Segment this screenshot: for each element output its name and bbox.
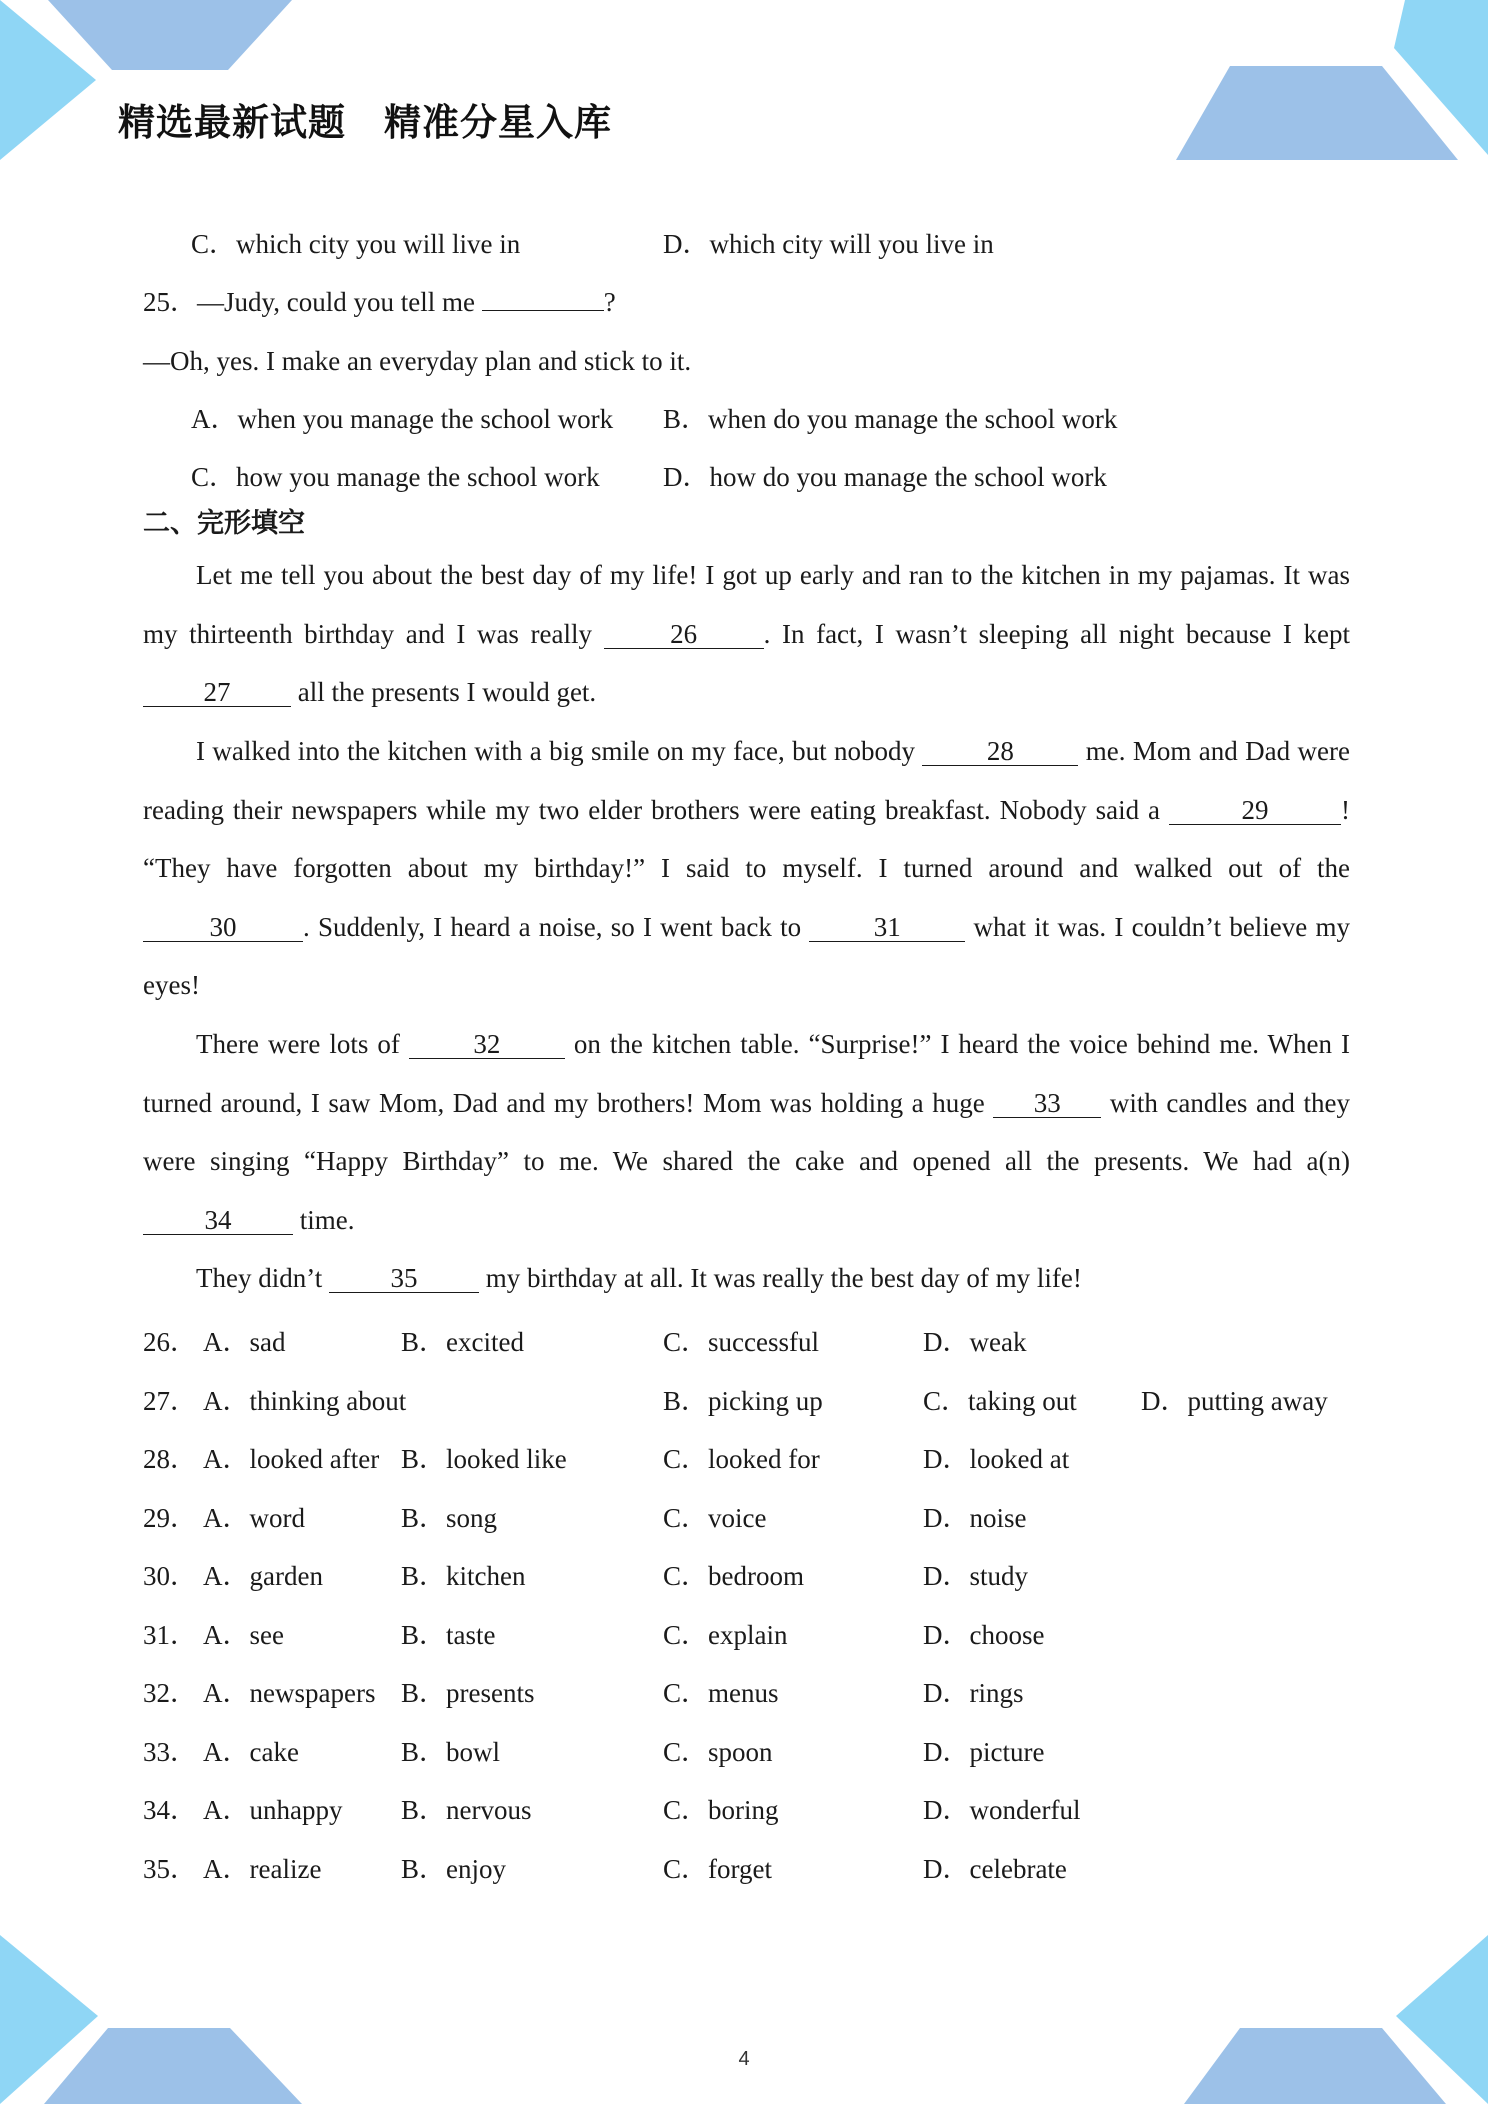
option-b: B．when do you manage the school work <box>663 404 1118 434</box>
question-number: 35． <box>143 1853 197 1884</box>
question-row <box>143 1496 1350 1533</box>
question-row <box>143 1613 1350 1650</box>
option-c: C．spoon <box>663 1736 773 1767</box>
blank-33: 33 <box>993 1089 1101 1118</box>
option-a: A．sad <box>203 1327 286 1357</box>
question-number: 30． <box>143 1561 197 1591</box>
option-d: D．study <box>923 1561 1029 1591</box>
option-c: C．explain <box>663 1619 788 1650</box>
option-c: C．menus <box>663 1678 779 1708</box>
question-row <box>143 1320 1350 1357</box>
passage-text: . Suddenly, I heard a noise, so I went back to <box>303 911 810 942</box>
option-d: D．celebrate <box>923 1853 1067 1884</box>
passage-paragraph-4 <box>143 1249 1350 1308</box>
blank-26: 26 <box>604 620 764 649</box>
question-number: 31． <box>143 1619 197 1650</box>
blank-31: 31 <box>809 913 965 942</box>
question-row <box>143 1554 1350 1591</box>
option-a: A．see <box>203 1619 284 1650</box>
question-number: 29． <box>143 1502 197 1533</box>
option-c: C．voice <box>663 1502 767 1533</box>
top-left-trapezoid <box>48 0 292 70</box>
blank-30: 30 <box>143 913 303 942</box>
passage-text: my birthday at all. It was really the best day of my life! <box>478 1263 1082 1293</box>
option-c: C．looked for <box>663 1444 820 1474</box>
option-a: A．when you manage the school work <box>191 404 614 434</box>
option-b: B．kitchen <box>401 1561 526 1591</box>
passage-paragraph-3 <box>143 1015 1350 1249</box>
passage-paragraph-1 <box>143 546 1350 722</box>
passage-text: I walked into the kitchen with a big smile on my face, but nobody <box>196 736 923 766</box>
option-a: A．newspapers <box>203 1678 376 1708</box>
option-d: D．looked at <box>923 1444 1070 1474</box>
passage-text: There were lots of <box>196 1029 409 1059</box>
option-d: D．rings <box>923 1678 1024 1708</box>
option-a: A．unhappy <box>203 1795 343 1825</box>
question-row <box>143 1730 1350 1767</box>
option-b: B．presents <box>401 1678 535 1708</box>
question-row <box>143 1847 1350 1884</box>
top-right-trapezoid <box>1176 66 1458 160</box>
option-d: D．weak <box>923 1327 1027 1357</box>
option-c: C．boring <box>663 1795 779 1825</box>
option-a: A．thinking about <box>203 1385 407 1416</box>
option-d: D．picture <box>923 1736 1045 1767</box>
option-a: A．realize <box>203 1853 322 1884</box>
question-row <box>143 1788 1350 1825</box>
passage-text: Let me tell you about the best day of my life! I got up early and ran to the kitchen in my pajamas. It was my thirteenth birthday and I was really <box>143 560 1350 649</box>
option-d: D．choose <box>923 1619 1045 1650</box>
option-b: B．excited <box>401 1327 524 1357</box>
option-d: D．noise <box>923 1502 1027 1533</box>
passage-text: They didn’t <box>196 1263 329 1293</box>
option-c: C．successful <box>663 1327 819 1357</box>
blank-32: 32 <box>409 1030 565 1059</box>
question-number: 27． <box>143 1385 197 1416</box>
passage-text: . In fact, I wasn’t sleeping all night because I kept <box>763 618 1351 649</box>
question-number: 26． <box>143 1327 197 1357</box>
question-25-reply: —Oh, yes. I make an everyday plan and stick to it. <box>143 346 692 376</box>
option-b: B．picking up <box>663 1385 823 1416</box>
option-a: A．looked after <box>203 1444 380 1474</box>
option-b: B．bowl <box>401 1736 501 1767</box>
option-d: D．how do you manage the school work <box>663 462 1107 492</box>
header-title: 精选最新试题 精准分星入库 <box>118 101 612 144</box>
option-c: C．bedroom <box>663 1561 804 1591</box>
option-b: B．song <box>401 1502 498 1533</box>
blank-27: 27 <box>143 678 291 707</box>
option-b: B．enjoy <box>401 1853 506 1884</box>
option-c: C．how you manage the school work <box>191 462 600 492</box>
passage-text: me. Mom and Dad were reading their newspapers while my two elder brothers were eating breakfast. Nobody said a <box>143 736 1350 825</box>
passage-text: on the kitchen table. “Surprise!” I heard the voice behind me. When I turned around, I saw Mom, Dad and my brothers! Mom was holding a huge <box>143 1029 1350 1118</box>
question-25-stem <box>143 286 616 318</box>
option-a: A．garden <box>203 1561 323 1591</box>
option-b: B．nervous <box>401 1795 532 1825</box>
option-b: B．taste <box>401 1619 496 1650</box>
question-number: 33． <box>143 1736 197 1767</box>
question-25-end: ? <box>603 287 616 317</box>
question-number: 28． <box>143 1444 197 1474</box>
passage-text: with candles and they were singing “Happy Birthday” to me. We shared the cake and opened all the presents. We had a(n) <box>143 1087 1350 1177</box>
page-number: 4 <box>738 2048 750 2070</box>
option-d: D．putting away <box>1141 1385 1328 1416</box>
passage-text: what it was. I couldn’t believe my eyes! <box>143 911 1350 1001</box>
option-c: C．forget <box>663 1853 772 1884</box>
question-25-text: 25．—Judy, could you tell me <box>143 287 482 317</box>
question-row <box>143 1379 1350 1416</box>
question-number: 34． <box>143 1795 197 1825</box>
question-number: 32． <box>143 1678 197 1708</box>
option-a: A．cake <box>203 1736 299 1767</box>
option-d: D．which city will you live in <box>663 229 994 259</box>
passage-text: ! “They have forgotten about my birthday!” I said to myself. I turned around and walked out of the <box>143 794 1350 884</box>
blank-35: 35 <box>329 1264 479 1293</box>
question-row <box>143 1437 1350 1474</box>
question-row <box>143 1671 1350 1708</box>
option-a: A．word <box>203 1502 305 1533</box>
option-c: C．which city you will live in <box>191 229 521 259</box>
option-d: D．wonderful <box>923 1795 1081 1825</box>
blank-34: 34 <box>143 1206 293 1235</box>
answer-blank <box>482 310 604 311</box>
blank-28: 28 <box>922 737 1078 766</box>
option-b: B．looked like <box>401 1444 567 1474</box>
section-heading: 二、完形填空 <box>143 508 305 539</box>
passage-text: time. <box>293 1204 355 1235</box>
blank-29: 29 <box>1169 796 1341 825</box>
option-c: C．taking out <box>923 1385 1077 1416</box>
passage-text: all the presents I would get. <box>291 677 597 708</box>
passage-paragraph-2 <box>143 722 1350 1015</box>
